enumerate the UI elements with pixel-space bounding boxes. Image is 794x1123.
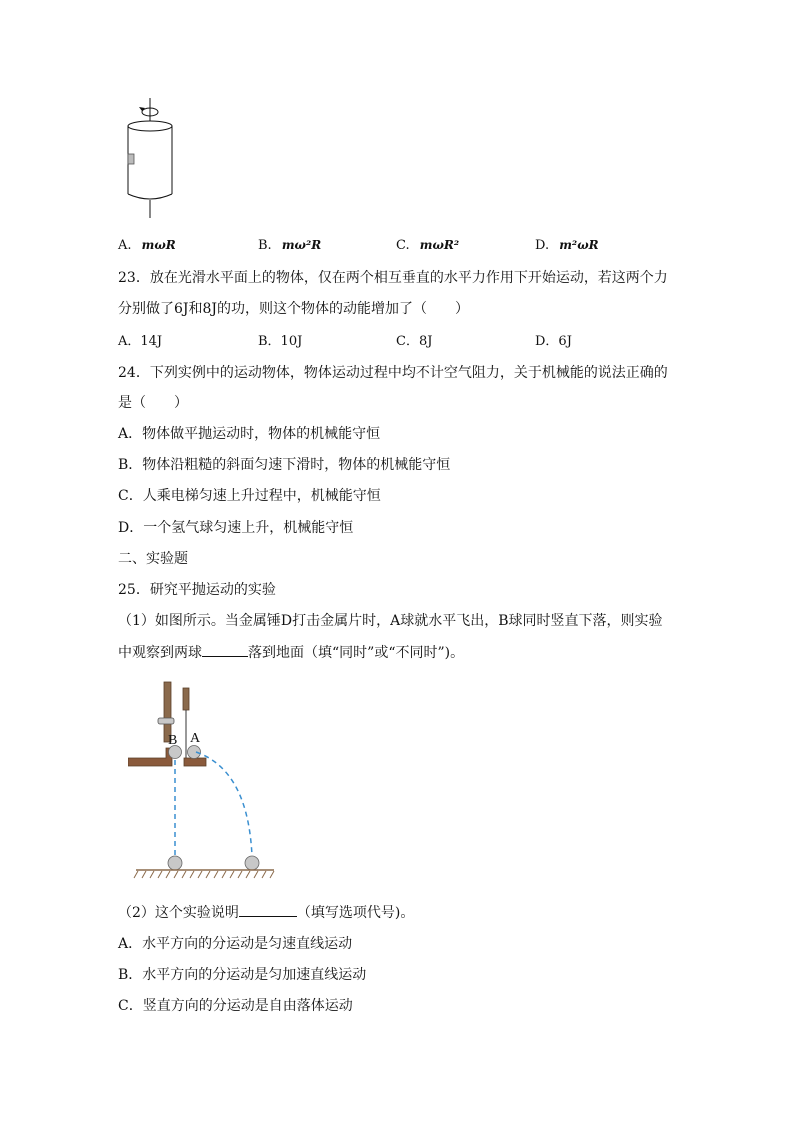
ball-a-label: A [190,731,201,746]
q23-option-d[interactable]: D．6J [535,334,572,349]
q24-stem-line1: 24．下列实例中的运动物体，物体运动过程中均不计空气阻力，关于机械能的说法正确的 [118,365,668,381]
q25-title: 25．研究平抛运动的实验 [118,582,276,598]
section-heading: 二、实验题 [118,551,188,567]
option-letter: C. [396,238,410,253]
q22-option-d[interactable] [535,236,599,255]
q22-option-a[interactable] [118,236,176,255]
option-formula: mωR [141,238,176,252]
option-letter: A. [118,238,132,253]
q24-stem-line2: 是（ ） [118,395,188,411]
q25-part1-line2 [118,642,464,663]
option-formula: mωR² [419,238,460,252]
q23-stem-line2: 分别做了6J和8J的功，则这个物体的动能增加了（ ） [118,301,470,317]
q25-option-c[interactable]: C．竖直方向的分运动是自由落体运动 [118,998,353,1014]
q24-option-a[interactable]: A．物体做平抛运动时，物体的机械能守恒 [118,426,381,442]
option-letter: D. [535,238,550,253]
ball-b-label: B [168,733,178,748]
option-letter: B. [258,238,272,253]
projectile-experiment-figure [128,680,278,886]
q22-option-b[interactable] [258,236,321,255]
q25-part2 [118,902,414,923]
q24-option-b[interactable]: B．物体沿粗糙的斜面匀速下滑时，物体的机械能守恒 [118,457,451,473]
q25-part2-text-a: （2）这个实验说明 [118,905,239,921]
q24-option-d[interactable]: D．一个氢气球匀速上升，机械能守恒 [118,520,354,536]
q25-part1-text-a: 中观察到两球 [118,645,202,661]
rotating-cylinder-figure [118,96,188,220]
q23-option-a[interactable]: A．14J [118,334,163,349]
option-formula: m²ωR [559,238,599,252]
q25-part2-text-b: （填写选项代号)。 [296,905,415,921]
q23-stem-line1: 23．放在光滑水平面上的物体，仅在两个相互垂直的水平力作用下开始运动，若这两个力 [118,270,668,286]
answer-blank-1[interactable] [202,642,248,657]
q25-part1-text-b: 落到地面（填“同时”或“不同时”)。 [248,645,465,661]
q22-option-c[interactable] [396,236,459,255]
answer-blank-2[interactable] [239,902,297,917]
q23-option-c[interactable]: C．8J [396,334,433,349]
q23-option-b[interactable]: B．10J [258,334,303,349]
q25-option-b[interactable]: B．水平方向的分运动是匀加速直线运动 [118,967,367,983]
q24-option-c[interactable]: C．人乘电梯匀速上升过程中，机械能守恒 [118,488,381,504]
q25-part1-line1: （1）如图所示。当金属锤D打击金属片时，A球就水平飞出，B球同时竖直下落，则实验 [118,613,663,629]
option-formula: mω²R [281,238,322,252]
q25-option-a[interactable]: A．水平方向的分运动是匀速直线运动 [118,936,353,952]
